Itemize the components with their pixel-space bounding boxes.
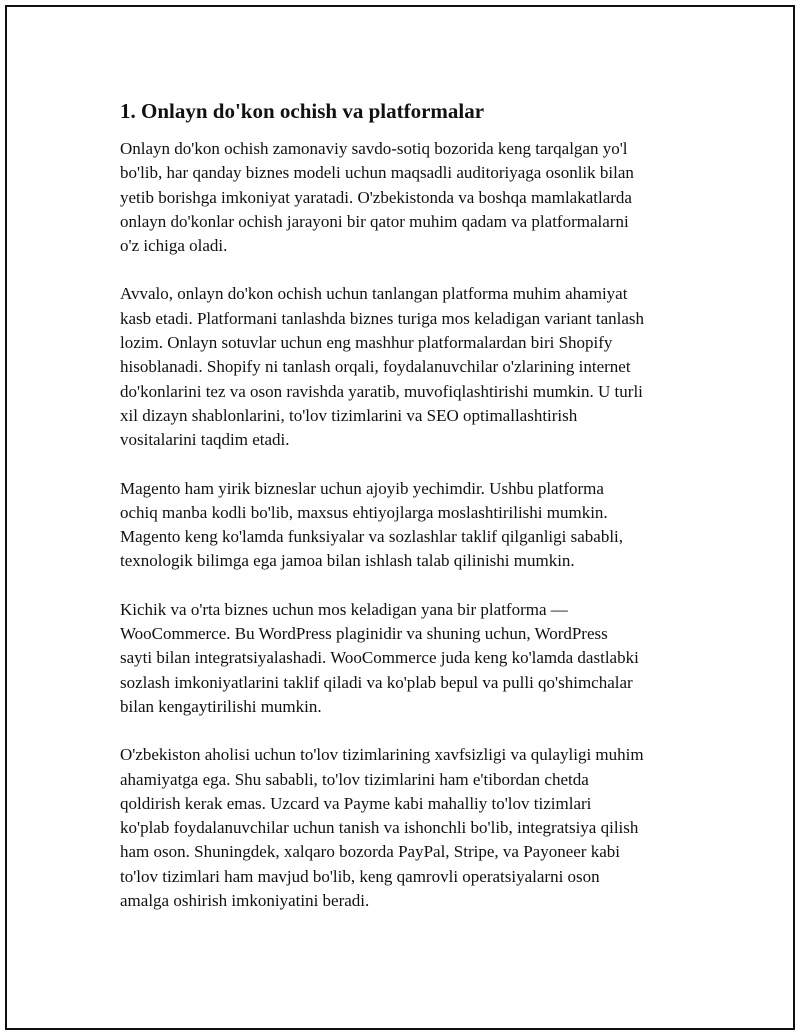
- paragraph-4: Kichik va o'rta biznes uchun mos keladigan yana bir platforma — WooCommerce. Bu WordPress plaginidir va shuning uchun, WordPress sayti bilan integratsiyalashadi. WooCommerce juda keng ko'lamda dastlabki sozlash imkoniyatlarini taklif qiladi va ko'plab bepul va pulli qo'shimchalar bilan kengaytirilishi mumkin.: [120, 599, 639, 716]
- paragraph-3: Magento ham yirik bizneslar uchun ajoyib yechimdir. Ushbu platforma ochiq manba kodli bo'lib, maxsus ehtiyojlarga moslashtirilishi mumkin. Magento keng ko'lamda funksiyalar va sozlashlar taklif qilganligi sababli, texnologik bilimga ega jamoa bilan ishlash talab qilinishi mumkin.: [120, 478, 624, 571]
- document-body: [120, 97, 700, 937]
- section-heading: 1. Onlayn do'kon ochish va platformalar: [120, 99, 485, 123]
- paragraph-1: Onlayn do'kon ochish zamonaviy savdo-sotiq bozorida keng tarqalgan yo'l bo'lib, har qanday biznes modeli uchun maqsadli auditoriyaga osonlik bilan yetib borishga imkoniyat yaratadi. O'zbekistonda va boshqa mamlakatlarda onlayn do'konlar ochish jarayoni bir qator muhim qadam va platformalarni o'z ichiga oladi.: [120, 139, 634, 256]
- paragraph-2: Avvalo, onlayn do'kon ochish uchun tanlangan platforma muhim ahamiyat kasb etadi. Platformani tanlashda biznes turiga mos keladigan variant tanlash lozim. Onlayn sotuvlar uchun eng mashhur platformalardan biri Shopify hisoblanadi. Shopify ni tanlash orqali, foydalanuvchilar o'zlarining internet do'konlarini tez va oson ravishda yaratib, muvofiqlashtirishi mumkin. U turli xil dizayn shablonlarini, to'lov tizimlarini va SEO optimallashtirish vositalarini taqdim etadi.: [120, 284, 645, 450]
- page-frame: [5, 5, 795, 1030]
- paragraph-5: O'zbekiston aholisi uchun to'lov tizimlarining xavfsizligi va qulayligi muhim ahamiyatga ega. Shu sababli, to'lov tizimlarini ham e'tibordan chetda qoldirish kerak emas. Uzcard va Payme kabi mahalliy to'lov tizimlari ko'plab foydalanuvchilar uchun tanish va ishonchli bo'lib, integratsiya qilish ham oson. Shuningdek, xalqaro bozorda PayPal, Stripe, va Payoneer kabi to'lov tizimlari ham mavjud bo'lib, keng qamrovli operatsiyalarni oson amalga oshirish imkoniyatini beradi.: [120, 745, 644, 911]
